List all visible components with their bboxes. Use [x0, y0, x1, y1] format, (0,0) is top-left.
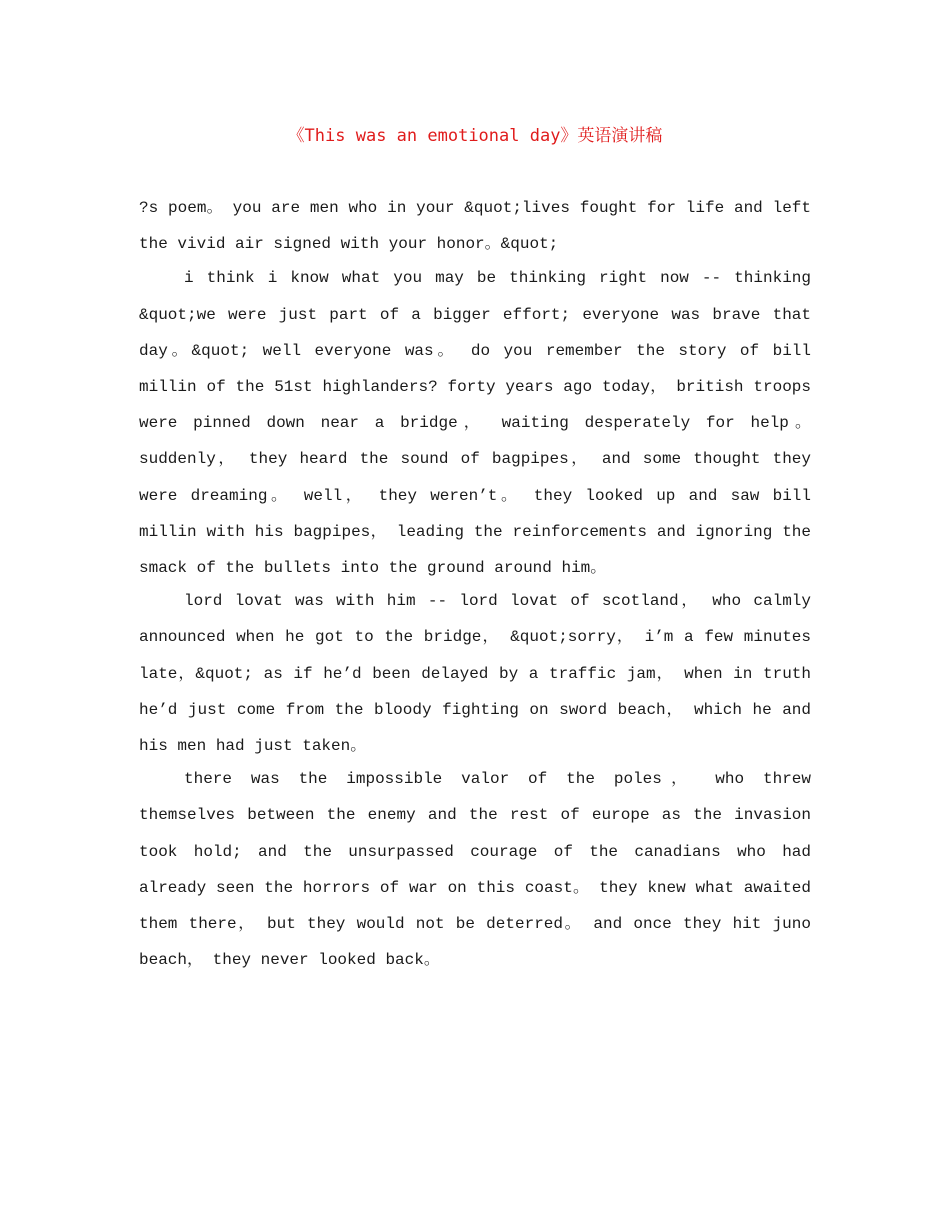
document-body	[139, 190, 811, 978]
paragraph: ?s poem。 you are men who in your &quot;lives fought for life and left the vivid air signed with your honor。&quot;	[139, 199, 811, 254]
paragraph: lord lovat was with him -- lord lovat of scotland， who calmly announced when he got to the bridge， &quot;sorry， i’m a few minutes late，&quot; as if he’d been delayed by a traffic jam， when in truth he’d just come from the bloody fighting on sword beach， which he and his men had just taken。	[139, 592, 811, 756]
paragraph: i think i know what you may be thinking right now -- thinking &quot;we were just part of a bigger effort; everyone was brave that day。&quot; well everyone was。 do you remember the story of bill millin of the 51st highlanders? forty years ago today， british troops were pinned down near a bridge， waiting desperately for help。 suddenly， they heard the sound of bagpipes， and some thought they were dreaming。 well， they weren’t。 they looked up and saw bill millin with his bagpipes， leading the reinforcements and ignoring the smack of the bullets into the ground around him。	[139, 269, 811, 578]
document-title: 《This was an emotional day》英语演讲稿	[287, 126, 663, 146]
paragraph: there was the impossible valor of the poles， who threw themselves between the enemy and the rest of europe as the invasion took hold; and the unsurpassed courage of the canadians who had already seen the horrors of war on this coast。 they knew what awaited them there， but they would not be deterred。 and once they hit juno beach， they never looked back。	[139, 770, 811, 970]
